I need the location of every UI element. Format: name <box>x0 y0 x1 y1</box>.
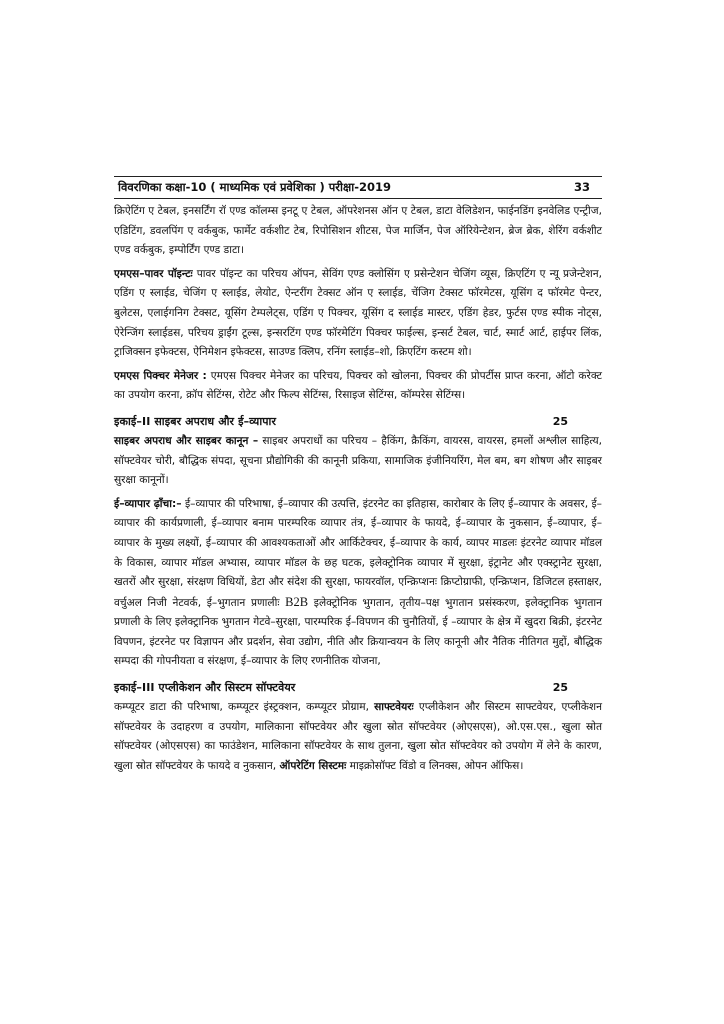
page-number: 33 <box>573 180 590 194</box>
paragraph-text: पावर पॉइन्ट का परिचय ऑपन, सेविंग एण्ड क्लोसिंग ए प्रसेन्टेशन चेजिंग व्यूस, क्रिएटिंग ए न्यू प्रजेन्टेशन, एडिंग ए स्लाईड, चेजिंग ए स्लाईड, लेयोट, ऐन्टरींग टेक्सट ऑन ए स्लाईड, चेंजिग टेक्सट फॉरमेटस, यूसिंग द फॉरमेट पेन्टर, बुलेटस, एलाईगनिग टेक्सट, यूसिंग टेम्पलेट्स, एडिंग ए पिक्चर, यूसिंग द स्लाईड मास्टर, एडिंग हेडर, फुर्टस एण्ड स्पीक नोट्स, ऐरेन्जिंग स्लाईडस, परिचय ड्राईंग टूल्स, इन्सरटिंग एण्ड फॉरमेटिंग पिक्चर फाईल्स, इन्सर्ट टेबल, चार्ट, स्मार्ट आर्ट, हाईपर लिंक, ट्राजिक्सन इफेक्टस, ऐनिमेशन इफेक्टस, साउण्ड क्लिप, रनिंग स्लाईड–शो, क्रिएटिंग कस्टम शो। <box>114 267 602 359</box>
section-lead-powerpoint: एमएस–पावर पॉइन्टः <box>114 267 193 280</box>
paragraph-excel-topics <box>114 202 602 261</box>
unit-title: इकाई–II साइबर अपराध और ई–व्यापार <box>114 414 277 428</box>
paragraph-powerpoint <box>114 265 602 363</box>
paragraph-text: एमएस पिक्चर मेनेजर का परिचय, पिक्चर को खोलना, पिक्चर की प्रोपर्टीस प्राप्त करना, ऑटो करेक्ट का उपयोग करना, क्रॉप सेटिंग्स, रोटेट और फिल्प सेटिंग्स, रिसाइज सेटिंग्स, कॉम्परेस सेटिंग्स। <box>114 369 602 402</box>
inline-term-software: साफ्टवेयरः <box>374 701 414 714</box>
b2b-term: B2B <box>285 594 309 609</box>
unit-heading-2 <box>114 412 602 431</box>
paragraph-text: कम्प्यूटर डाटा की परिभाषा, कम्प्यूटर इंस्ट्रक्शन, कम्प्यूटर प्रोग्राम, <box>114 701 375 714</box>
paragraph-text: माइक्रोसॉफ्ट विंडो व लिनक्स, ओपन ऑफिस। <box>346 759 524 772</box>
section-lead-picture-manager: एमएस पिक्चर मेनेजर : <box>114 369 207 382</box>
paragraph-cyber-crime <box>114 432 602 491</box>
section-lead-e-commerce: ई–व्यापार ढ़ाँचा:– <box>114 497 182 510</box>
page-body <box>114 202 602 776</box>
paragraph-text: इलेक्ट्रोनिक भुगतान, तृतीय–पक्ष भुगतान प्रसंस्करण, इलेक्ट्रानिक भुगतान प्रणाली के लिए इलेक्ट्रानिक भुगतान गेटवे–सुरक्षा, पारम्परिक ई–विपणन की चुनौतियों, ई –व्यापार के क्षेत्र में खुदरा बिक्री, इंटरनेट विपणन, इंटरनेट पर विज्ञापन और प्रदर्शन, सेवा उद्योग, नीति और क्रियान्वयन के लिए कानूनी और नैतिक नीतिगत मुद्दों, बौद्धिक सम्पदा की गोपनीयता व संरक्षण, ई–व्यापार के लिए रणनीतिक योजना, <box>114 596 603 668</box>
inline-term-operating-system: ऑपरेटिंग सिस्टमः <box>279 759 347 772</box>
paragraph-text: क्रिऐटिंग ए टेबल, इनसर्टिंग रॉ एण्ड कॉलम्स इनटू ए टेबल, ऑपरेशनस ऑन ए टेबल, डाटा वेलिडेशन, फाईनडिंग इनवेलिड एन्ट्रीज, एडिटिंग, डवलपिंग ए वर्कबुक, फार्मेट वर्कशीट टेब, रिपोसिशन शीटस, पेज मार्जिन, पेज ऑरियेन्टेशन, ब्रेज ब्रेक, शेरिंग वर्कशीट एण्ड वर्कबुक, इम्पोर्टिंग एण्ड डाटा। <box>114 205 602 257</box>
paragraph-text: ई–व्यापार की परिभाषा, ई–व्यापार की उत्पत्ति, इंटरनेट का इतिहास, कारोबार के लिए ई–व्यापार के अवसर, ई–व्यापार की कार्यप्रणाली, ई–व्यापार बनाम पारम्परिक व्यापार तंत्र, ई–व्यापार के फायदे, ई–व्यापार के नुकसान, ई–व्यापार, ई–व्यापार के मुख्य लक्ष्यों, ई–व्यापार की आवश्यकताओं और आर्किटेक्चर, ई–व्यापार के कार्य, व्यापर माडलः इंटरनेट व्यापार मॉडल के विकास, व्यापार मॉडल अभ्यास, व्यापार मॉडल के छह घटक, इलेक्ट्रोनिक व्यापार में सुरक्षा, इंट्रानेट और एक्स्ट्रानेट सुरक्षा, खतरों और सुरक्षा, संरक्षण विधियों, डेटा और संदेश की सुरक्षा, फायरवॉल, एन्क्रिप्शनः क्रिप्टोग्राफी, एन्क्रिप्शन, डिजिटल हस्ताक्षर, वर्चुअल निजी नेटवर्क, ई–भुगतान प्रणालीः <box>114 497 602 609</box>
paragraph-text: एप्लीकेशन और सिस्टम साफ्टवेयर, एप्लीकेशन सॉफ्टवेयर के उदाहरण व उपयोग, मालिकाना सॉफ्टवेयर और खुला स्रोत सॉफ्टवेयर (ओएसएस), ओ.एस.एस., खुला स्रोत सॉफ्टवेयर (ओएसएस) का फाउंडेशन, मालिकाना सॉफ्टवेयर के साथ तुलना, खुला स्रोत सॉफ्टवेयर को उपयोग में लेने के कारण, खुला स्रोत सॉफ्टवेयर के फायदे व नुकसान, <box>114 701 602 772</box>
paragraph-software <box>114 698 602 776</box>
paragraph-e-commerce <box>114 495 602 672</box>
header-title: विवरणिका कक्षा-10 ( माध्यमिक एवं प्रवेशिका ) परीक्षा-2019 <box>118 180 391 194</box>
page-header <box>114 176 602 199</box>
paragraph-picture-manager <box>114 367 602 406</box>
unit-title: इकाई–III एप्लीकेशन और सिस्टम सॉफ्टवेयर <box>114 681 296 695</box>
unit-heading-3 <box>114 678 602 697</box>
unit-marks: 25 <box>552 414 568 428</box>
paragraph-text: साइबर अपराधों का परिचय – हैकिंग, क्रैकिंग, वायरस, वायरस, हमलों अश्लील साहित्य, सॉफ्टवेयर चोरी, बौद्धिक संपदा, सूचना प्रौद्योगिकी की कानूनी प्रकिया, सामाजिक इंजीनियरिंग, मेल बम, बग शोषण और साइबर सुरक्षा कानूनों। <box>114 434 602 487</box>
unit-marks: 25 <box>552 681 568 695</box>
section-lead-cyber-crime: साइबर अपराध और साइबर कानून – <box>114 434 259 447</box>
document-page <box>114 176 602 780</box>
